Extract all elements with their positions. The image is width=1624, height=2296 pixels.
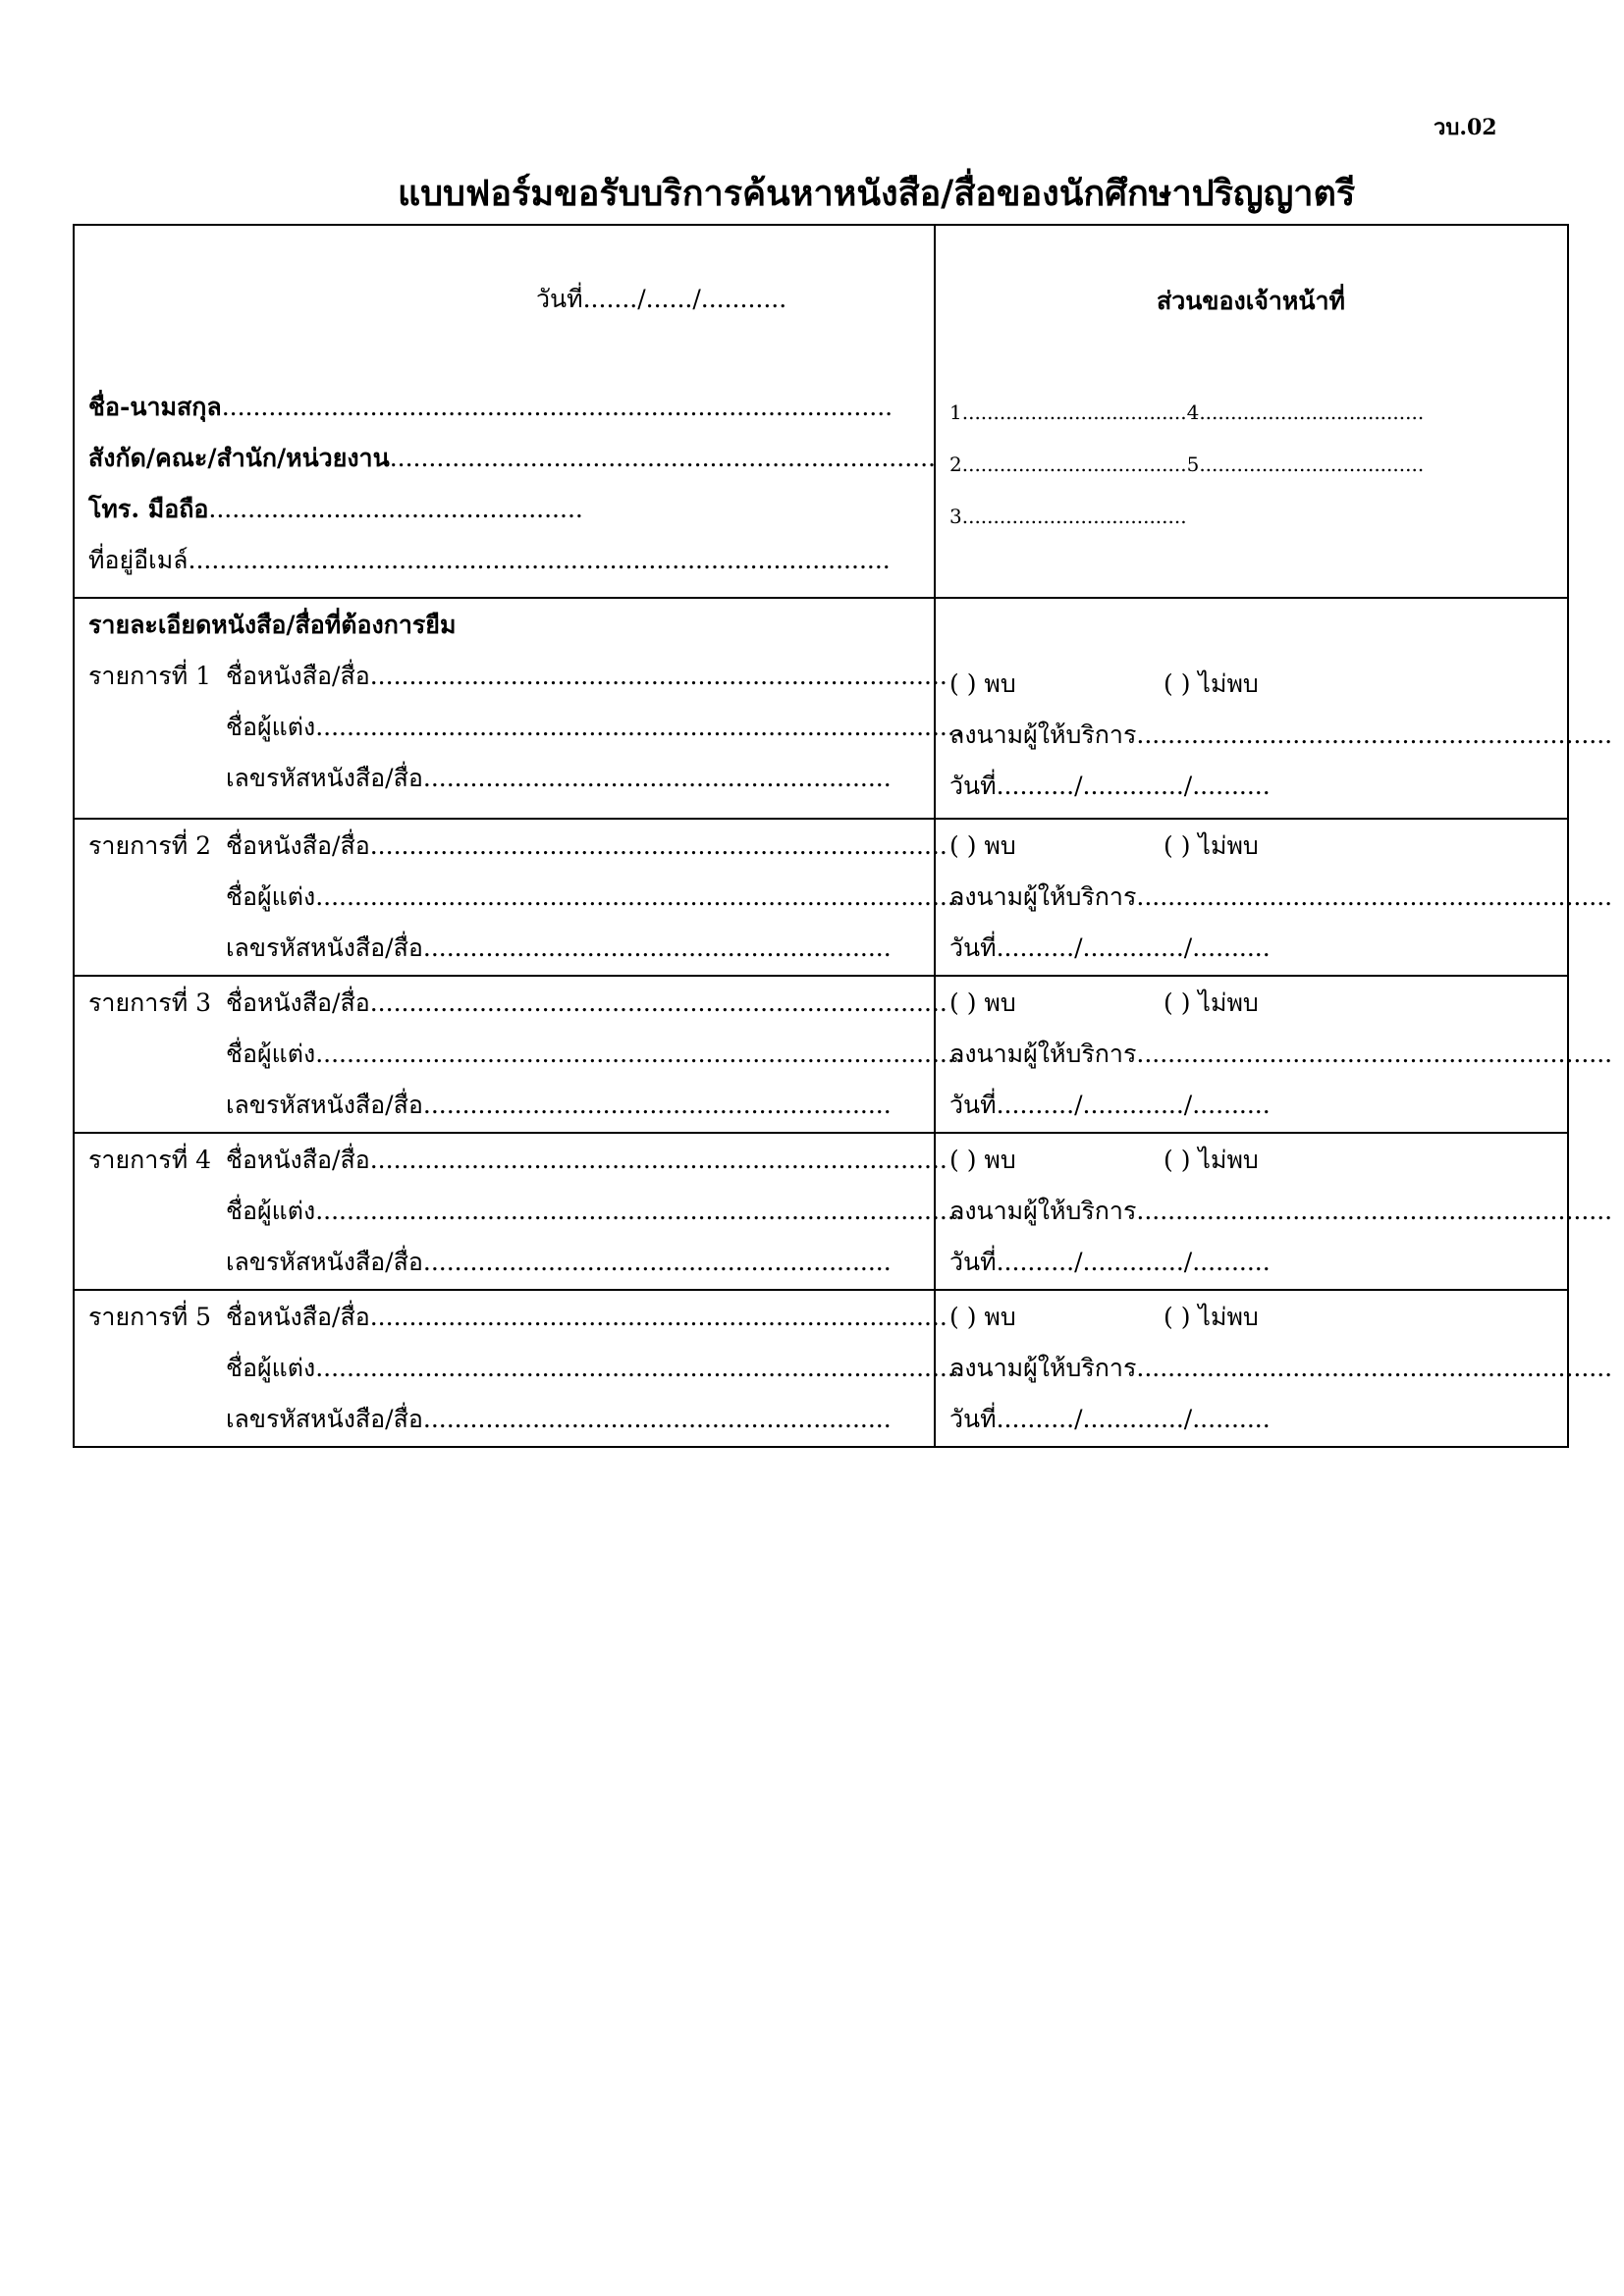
book-title-field[interactable]: ชื่อหนังสือ/สื่อ.......................................................................... — [226, 1146, 947, 1174]
found-checkbox[interactable]: ( ) พบ — [949, 988, 1016, 1017]
affiliation-label: สังกัด/คณะ/สำนัก/หน่วยงาน — [88, 444, 390, 472]
book-title-field[interactable]: ชื่อหนังสือ/สื่อ.......................................................................... — [226, 1303, 947, 1331]
item-row-3 — [74, 976, 963, 1133]
book-title-field[interactable]: ชื่อหนังสือ/สื่อ.......................................................................... — [226, 988, 947, 1017]
item-label: รายการที่ 4 — [88, 1146, 212, 1174]
item-row-2 — [74, 819, 963, 976]
book-title-field[interactable]: ชื่อหนังสือ/สื่อ.......................................................................... — [226, 831, 947, 860]
email-label: ที่อยู่อีเมล์ — [88, 546, 189, 574]
item-label: รายการที่ 2 — [88, 831, 212, 860]
name-field[interactable] — [88, 393, 893, 422]
item-status-2 — [935, 819, 1613, 976]
affiliation-field[interactable] — [88, 444, 936, 473]
status-date-field[interactable]: วันที่........../............./.......... — [949, 1405, 1271, 1433]
page-title: แบบฟอร์มขอรับบริการค้นหาหนังสือ/สื่อของนักศึกษาปริญญาตรี — [398, 173, 1356, 214]
staff-line-2[interactable]: 2....................................5.................................... — [949, 453, 1425, 476]
signature-field[interactable]: ลงนามผู้ให้บริการ............................................................. — [949, 721, 1613, 749]
item-label: รายการที่ 3 — [88, 988, 212, 1017]
item-status-1 — [935, 598, 1613, 819]
staff-heading: ส่วนของเจ้าหน้าที่ — [1157, 287, 1346, 315]
name-label: ชื่อ-นามสกุล — [88, 393, 222, 421]
email-dots: .......................................................................................... — [188, 546, 891, 574]
call-number-field[interactable]: เลขรหัสหนังสือ/สื่อ............................................................ — [226, 1405, 892, 1433]
form-code: วบ.02 — [1434, 115, 1497, 140]
status-date-field[interactable]: วันที่........../............./.......... — [949, 1248, 1271, 1276]
found-checkbox[interactable]: ( ) พบ — [949, 1146, 1016, 1174]
phone-dots: ................................................ — [208, 495, 583, 523]
request-date[interactable]: วันที่......./....../........... — [536, 285, 787, 313]
email-field[interactable] — [88, 546, 891, 575]
call-number-field[interactable]: เลขรหัสหนังสือ/สื่อ............................................................ — [226, 1248, 892, 1276]
item-status-4 — [935, 1133, 1613, 1290]
status-date-field[interactable]: วันที่........../............./.......... — [949, 1091, 1271, 1119]
signature-field[interactable]: ลงนามผู้ให้บริการ............................................................. — [949, 1197, 1613, 1225]
request-form-table — [73, 224, 1613, 1448]
item-row-1 — [74, 598, 963, 819]
author-field[interactable]: ชื่อผู้แต่ง................................................................................... — [226, 882, 963, 911]
signature-field[interactable]: ลงนามผู้ให้บริการ............................................................. — [949, 1354, 1613, 1382]
author-field[interactable]: ชื่อผู้แต่ง................................................................................... — [226, 1354, 963, 1382]
call-number-field[interactable]: เลขรหัสหนังสือ/สื่อ............................................................ — [226, 934, 892, 962]
item-status-3 — [935, 976, 1613, 1133]
found-checkbox[interactable]: ( ) พบ — [949, 1303, 1016, 1331]
item-row-5 — [74, 1290, 963, 1447]
call-number-field[interactable]: เลขรหัสหนังสือ/สื่อ............................................................ — [226, 764, 892, 792]
affiliation-dots: ...................................................................... — [389, 444, 936, 472]
not-found-checkbox[interactable]: ( ) ไม่พบ — [1164, 669, 1259, 698]
staff-line-1[interactable]: 1....................................4.................................... — [949, 400, 1425, 424]
author-field[interactable]: ชื่อผู้แต่ง................................................................................... — [226, 713, 963, 741]
found-checkbox[interactable]: ( ) พบ — [949, 669, 1016, 698]
name-dots: ...................................................................................... — [221, 393, 893, 421]
item-status-5 — [935, 1290, 1613, 1447]
not-found-checkbox[interactable]: ( ) ไม่พบ — [1164, 1303, 1259, 1331]
item-label: รายการที่ 5 — [88, 1303, 212, 1331]
status-date-field[interactable]: วันที่........../............./.......... — [949, 934, 1271, 962]
signature-field[interactable]: ลงนามผู้ให้บริการ............................................................. — [949, 1040, 1613, 1068]
not-found-checkbox[interactable]: ( ) ไม่พบ — [1164, 1146, 1259, 1174]
not-found-checkbox[interactable]: ( ) ไม่พบ — [1164, 988, 1259, 1017]
item-label: รายการที่ 1 — [88, 662, 212, 690]
call-number-field[interactable]: เลขรหัสหนังสือ/สื่อ............................................................ — [226, 1091, 892, 1119]
found-checkbox[interactable]: ( ) พบ — [949, 831, 1016, 860]
author-field[interactable]: ชื่อผู้แต่ง................................................................................... — [226, 1040, 963, 1068]
author-field[interactable]: ชื่อผู้แต่ง................................................................................... — [226, 1197, 963, 1225]
phone-label: โทร. มือถือ — [88, 495, 209, 523]
staff-section — [935, 225, 1568, 598]
signature-field[interactable]: ลงนามผู้ให้บริการ............................................................. — [949, 882, 1613, 911]
item-row-4 — [74, 1133, 963, 1290]
not-found-checkbox[interactable]: ( ) ไม่พบ — [1164, 831, 1259, 860]
status-date-field[interactable]: วันที่........../............./.......... — [949, 772, 1271, 800]
book-title-field[interactable]: ชื่อหนังสือ/สื่อ.......................................................................... — [226, 662, 947, 690]
phone-field[interactable] — [88, 495, 583, 524]
details-heading: รายละเอียดหนังสือ/สื่อที่ต้องการยืม — [88, 611, 457, 639]
applicant-section — [74, 225, 935, 598]
staff-line-3[interactable]: 3.................................... — [949, 505, 1187, 528]
